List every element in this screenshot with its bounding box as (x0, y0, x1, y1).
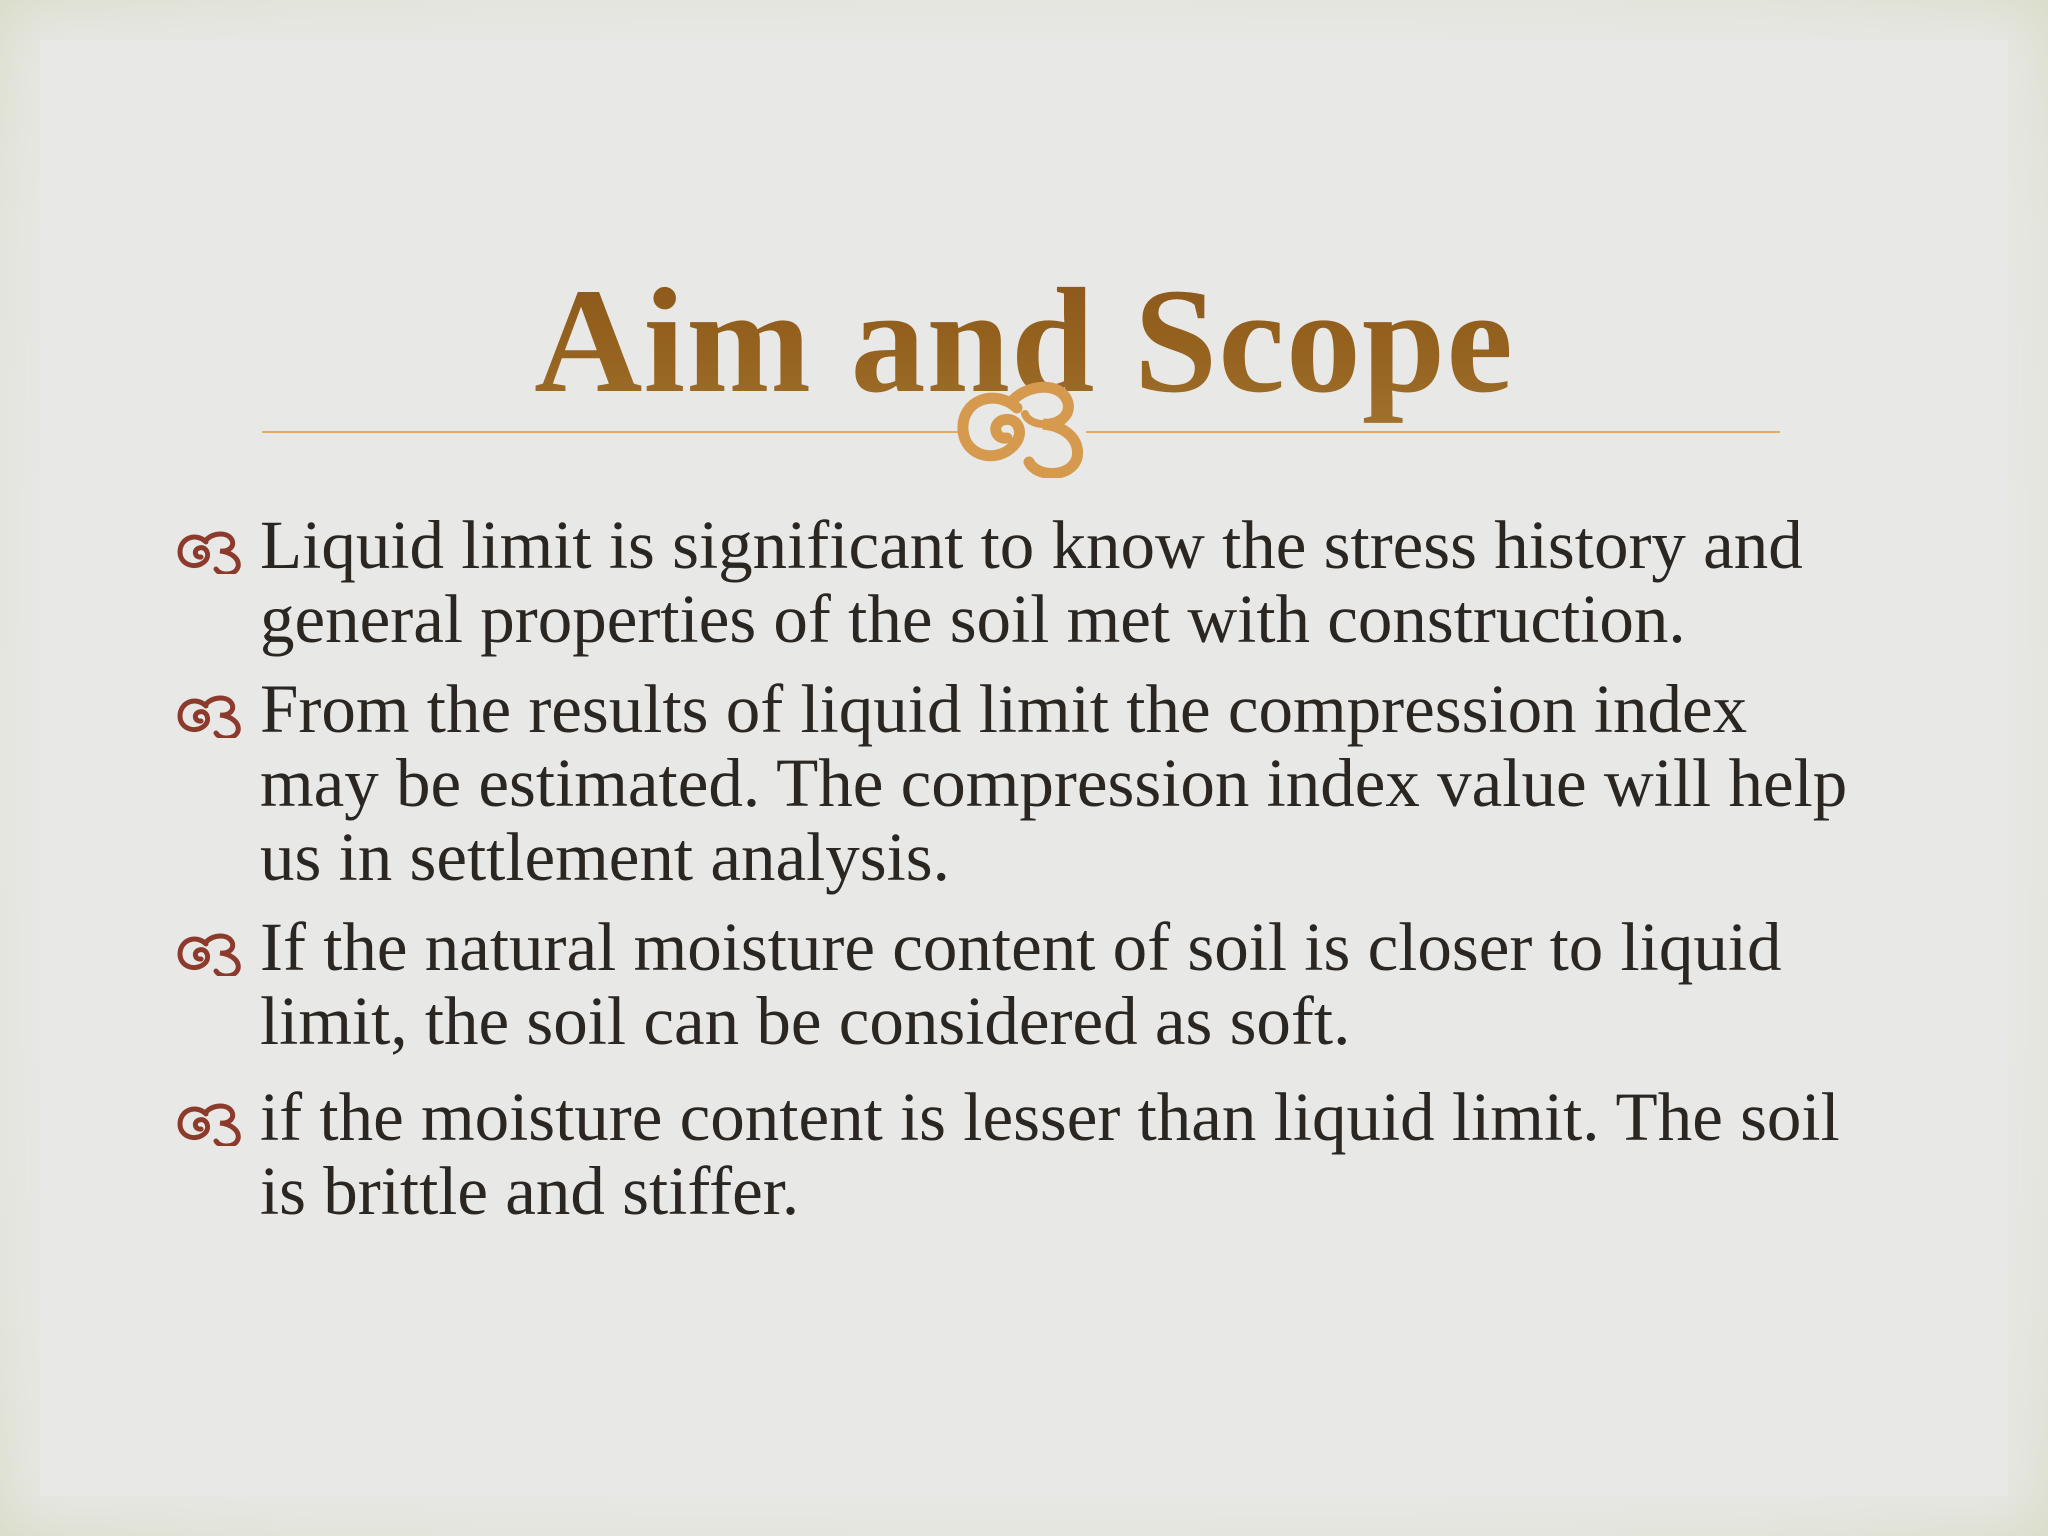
bullet-item (172, 910, 1872, 1058)
curl-ornament-icon (176, 1102, 246, 1146)
bullet-text: Liquid limit is significant to know the stress history and general properties of the soil met with construction. (260, 507, 1803, 657)
bullet-text: if the moisture content is lesser than liquid limit. The soil is brittle and stiffer. (260, 1079, 1840, 1229)
curl-ornament-icon (176, 694, 246, 738)
bullet-item (172, 508, 1872, 656)
bullet-text: If the natural moisture content of soil is closer to liquid limit, the soil can be considered as soft. (260, 909, 1782, 1059)
title-divider-right (1086, 431, 1780, 433)
title-divider-left (262, 431, 962, 433)
bullet-list (172, 508, 1872, 1244)
bullet-item (172, 672, 1872, 894)
curl-ornament-icon (176, 530, 246, 574)
bullet-text: From the results of liquid limit the compression index may be estimated. The compression index value will help us in settlement analysis. (260, 671, 1848, 895)
curl-ornament-icon (176, 932, 246, 976)
bullet-item (172, 1080, 1872, 1228)
slide-title-text: Aim and Scope (534, 257, 1514, 424)
curl-ornament-icon (955, 378, 1095, 478)
